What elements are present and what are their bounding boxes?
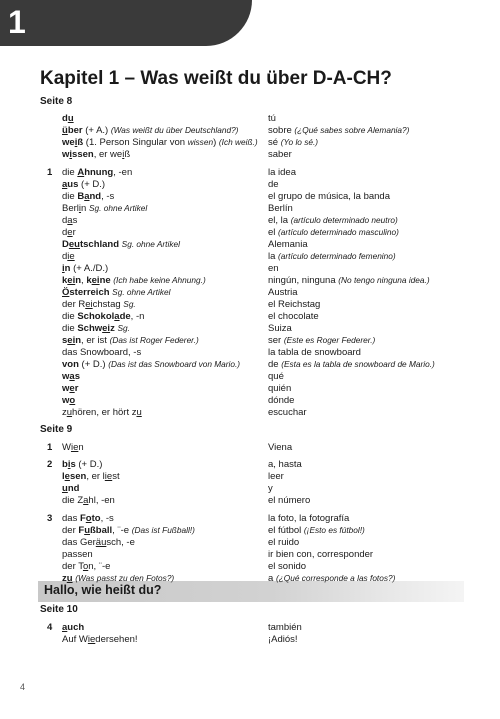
german-term-part: n (75, 335, 82, 346)
german-term-part: u (66, 407, 73, 418)
german-term-part: nd (67, 483, 80, 494)
german-term-part: das (62, 513, 80, 524)
german-term (62, 633, 138, 646)
german-term-part: d (62, 251, 68, 262)
german-term-part: n, ¨-e (88, 561, 111, 572)
vocab-row (0, 572, 500, 585)
german-term-part: D (62, 239, 69, 250)
spanish-translation-part: dónde (268, 395, 295, 406)
german-term-part: ne (99, 275, 111, 286)
german-term-part: e (67, 227, 73, 238)
german-term-part: ü (62, 125, 68, 136)
spanish-translation-part: (Este es Roger Federer.) (283, 335, 376, 345)
german-term-part: ei (85, 299, 93, 310)
german-term-part: n (75, 275, 82, 286)
german-term-part: w (62, 395, 70, 406)
german-term-part: d (62, 227, 68, 238)
german-term-part: a (83, 495, 89, 506)
spanish-translation-part: a (268, 573, 276, 584)
german-term-part: der (62, 525, 79, 536)
german-term-part: ß (77, 137, 84, 148)
german-term-part: i (78, 203, 82, 214)
spanish-translation-part: (artículo determinado femenino) (278, 251, 396, 261)
german-term-part: , -s (100, 513, 114, 524)
german-term-part: F (78, 525, 85, 536)
german-term-part: tschland (79, 239, 120, 250)
spanish-translation-part: el ruido (268, 537, 300, 548)
german-term-part: s (70, 459, 76, 470)
german-term-part: l (62, 471, 65, 482)
german-term-part: z (62, 407, 67, 418)
spanish-translation-part: Alemania (268, 239, 308, 250)
german-term-part: (+ D.) (75, 459, 103, 470)
spanish-translation-part: (No tengo ninguna idea.) (338, 275, 430, 285)
german-term-part: das Snowboard, -s (62, 347, 142, 358)
spanish-translation-part: el chocolate (268, 311, 319, 322)
spanish-translation-part: (¿Qué sabes sobre Alemania?) (294, 125, 410, 135)
spanish-translation-part: también (268, 622, 302, 633)
german-term-part: (Ich habe keine Ahnung.) (113, 275, 206, 285)
german-term-part: uch (67, 622, 85, 633)
german-term-part: ei (102, 323, 111, 334)
spanish-translation-part: (artículo determinado masculino) (278, 227, 399, 237)
german-term-part: (Was weißt du über Deutschland?) (110, 125, 239, 135)
german-term-part: s (74, 371, 80, 382)
spanish-translation-part: Suiza (268, 323, 292, 334)
spanish-translation-part: Austria (268, 287, 298, 298)
section-heading: Seite 10 (40, 604, 78, 615)
spanish-translation-part: ningún, ninguna (268, 275, 339, 286)
german-term-part: z (110, 323, 115, 334)
german-term-part: st (112, 471, 120, 482)
spanish-translation-part: tú (268, 113, 276, 124)
german-term-part: n (64, 263, 71, 274)
german-term-part: s (72, 215, 78, 226)
spanish-translation-part: el grupo de música, la banda (268, 191, 390, 202)
german-term-part: (+ D.) (78, 179, 106, 190)
spanish-translation-part: el número (268, 495, 311, 506)
spanish-translation-part: sé (268, 137, 281, 148)
german-term-part: u (66, 573, 73, 584)
german-term-part: , -en (113, 167, 133, 178)
chapter-title: Kapitel 1 – Was weißt du über D-A-CH? (40, 68, 392, 89)
german-term-part: s (62, 335, 68, 346)
german-term-part: , -s (101, 191, 115, 202)
german-term-part: , er l (86, 471, 105, 482)
german-term-part: a (67, 215, 73, 226)
german-term-part: to (91, 513, 101, 524)
german-term-part: , er we (93, 149, 123, 160)
german-term-part: passen (62, 549, 93, 560)
german-term-part: ß (124, 149, 131, 160)
section-heading: Seite 9 (40, 424, 73, 435)
german-term-part: von (62, 359, 79, 370)
vocab-row (0, 148, 500, 161)
section-heading: Seite 8 (40, 96, 73, 107)
vocab-row (0, 441, 500, 454)
german-term-part: , -n (130, 311, 145, 322)
german-term-part: dersehen! (95, 634, 138, 645)
german-term-part: (Ich weiß.) (218, 137, 258, 147)
german-term-part: we (62, 137, 75, 148)
german-term-part: ie (104, 471, 113, 482)
spanish-translation-part: el, la (268, 215, 291, 226)
german-term-part: ber (67, 125, 83, 136)
spanish-translation-part: a, hasta (268, 459, 302, 470)
spanish-translation-part: el sonido (268, 561, 307, 572)
german-term-part: , ¨-e (112, 525, 132, 536)
german-term-part: hnung (84, 167, 114, 178)
german-term-part: der R (62, 299, 86, 310)
german-term (62, 406, 142, 419)
german-term-part: d (62, 215, 68, 226)
spanish-translation (268, 633, 298, 646)
german-term-part: i (62, 263, 65, 274)
german-term-part: A (77, 167, 85, 178)
german-term-part: k (86, 275, 92, 286)
vocab-row (0, 406, 500, 419)
spanish-translation-part: y (268, 483, 273, 494)
german-term-part: w (62, 383, 70, 394)
german-term-part: ssen (72, 149, 94, 160)
german-term-part: Sg. (123, 299, 136, 309)
spanish-translation-part: saber (268, 149, 292, 160)
spanish-translation-part: la idea (268, 167, 296, 178)
german-term-part: r (72, 227, 76, 238)
german-term-part: u (62, 483, 68, 494)
german-term-part: Sg. ohne Artikel (112, 287, 171, 297)
german-term-part: ei (67, 335, 76, 346)
german-term-part: die (62, 167, 78, 178)
german-term-part: ei (67, 275, 76, 286)
german-term-part: (Das ist Roger Federer.) (109, 335, 199, 345)
german-term-part: , er ist (81, 335, 110, 346)
german-term-part: a (114, 311, 120, 322)
spanish-translation-part: la (268, 251, 279, 262)
spanish-translation-part: en (268, 263, 279, 274)
german-term-part: hl, -en (88, 495, 115, 506)
german-term-part: w (62, 149, 70, 160)
german-term-part: n (78, 442, 84, 453)
german-term-part: b (62, 459, 68, 470)
german-term-part: z (62, 573, 67, 584)
exercise-number: 1 (47, 167, 53, 178)
german-term-part: nd (89, 191, 102, 202)
german-term-part: ) (213, 137, 219, 148)
german-term-part: u (67, 113, 74, 124)
german-term-part: r (74, 383, 79, 394)
german-term-part: die (62, 311, 78, 322)
german-term-part: a (62, 622, 68, 633)
german-term-part: u (136, 407, 142, 418)
german-term-part: ie (67, 251, 75, 262)
german-term-part: die (62, 323, 78, 334)
spanish-translation-part: (Yo lo sé.) (280, 137, 319, 147)
german-term-part: de (119, 311, 131, 322)
german-term-part: ie (87, 634, 96, 645)
chapter-number: 1 (8, 4, 26, 40)
german-term-part: (1. Person Singular von (83, 137, 188, 148)
german-term-part: Sg. ohne Artikel (88, 203, 148, 213)
german-term-part: F (79, 513, 86, 524)
german-term-part: a (84, 191, 90, 202)
german-term-part: k (62, 275, 68, 286)
spanish-translation-part: el (268, 227, 279, 238)
german-term-part: (+ A.) (82, 125, 111, 136)
german-term-part: Schw (77, 323, 103, 334)
spanish-translation-part: de (268, 359, 282, 370)
german-term-part: (Was passt zu den Fotos?) (75, 573, 175, 583)
german-term-part: sen (69, 471, 87, 482)
german-term-part: u (84, 525, 90, 536)
german-term-part: Schokol (77, 311, 115, 322)
german-term-part: us (67, 179, 79, 190)
german-term-part: chstag (92, 299, 124, 310)
german-term-part: (Das ist das Snowboard von Mario.) (108, 359, 241, 369)
german-term-part: a (62, 179, 68, 190)
german-term-part: wissen (187, 137, 214, 147)
german-term-part: ei (91, 275, 100, 286)
spanish-translation-part: qué (268, 371, 284, 382)
german-term (62, 494, 115, 507)
german-term-part: Berl (62, 203, 79, 214)
german-term-part: B (77, 191, 85, 202)
german-term-part: sch, -e (106, 537, 135, 548)
spanish-translation-part: quién (268, 383, 292, 394)
german-term-part: Sg. ohne Artikel (121, 239, 180, 249)
chapter-tab (0, 0, 252, 46)
spanish-translation-part: el fútbol (268, 525, 304, 536)
german-term-part: der T (62, 561, 83, 572)
german-term-part: w (62, 371, 70, 382)
spanish-translation-part: el Reichstag (268, 299, 321, 310)
german-term-part: , (81, 275, 87, 286)
german-term-part: d (62, 113, 68, 124)
german-term-part: (+ A./D.) (70, 263, 109, 274)
section-banner-title: Hallo, wie heißt du? (44, 583, 162, 597)
exercise-number: 2 (47, 459, 53, 470)
spanish-translation-part: ir bien con, corresponder (268, 549, 374, 560)
spanish-translation-part: de (268, 179, 279, 190)
german-term (62, 441, 84, 454)
spanish-translation-part: (¡Esto es fútbol!) (303, 525, 365, 535)
german-term-part: (+ D.) (78, 359, 109, 370)
exercise-number: 1 (47, 442, 53, 453)
vocab-row (0, 633, 500, 646)
spanish-translation (268, 572, 395, 585)
german-term-part: (Das ist Fußball!) (131, 525, 195, 535)
spanish-translation-part: (¿Qué corresponde a las fotos?) (275, 573, 396, 583)
spanish-translation (268, 406, 307, 419)
spanish-translation-part: (Esta es la tabla de snowboard de Mario.) (281, 359, 435, 369)
german-term-part: i (74, 137, 78, 148)
german-term-part: sterreich (69, 287, 110, 298)
german-term-part: äu (95, 537, 107, 548)
spanish-translation (268, 148, 292, 161)
german-term-part: a (69, 371, 75, 382)
german-term (62, 572, 174, 585)
german-term-part: Auf W (62, 634, 88, 645)
german-term-part: o (85, 513, 92, 524)
german-term-part: die (62, 191, 78, 202)
german-term-part: hören, er hört z (72, 407, 137, 418)
german-term-part: ßball (90, 525, 113, 536)
spanish-translation-part: Viena (268, 442, 293, 453)
german-term-part: n (81, 203, 89, 214)
spanish-translation-part: escuchar (268, 407, 307, 418)
spanish-translation-part: ¡Adiós! (268, 634, 298, 645)
german-term-part: i (122, 149, 125, 160)
spanish-translation-part: sobre (268, 125, 295, 136)
german-term-part: ie (70, 442, 79, 453)
german-term-part: die Z (62, 495, 84, 506)
german-term-part: Sg. (117, 323, 130, 333)
page-number: 4 (20, 682, 26, 692)
german-term-part: W (62, 442, 71, 453)
spanish-translation-part: Berlín (268, 203, 293, 214)
german-term-part: Ö (62, 287, 70, 298)
spanish-translation-part: leer (268, 471, 284, 482)
german-term-part: das Ger (62, 537, 96, 548)
exercise-number: 3 (47, 513, 53, 524)
german-term-part: eu (68, 239, 80, 250)
spanish-translation-part: ser (268, 335, 284, 346)
german-term-part: e (64, 471, 70, 482)
german-term (62, 148, 130, 161)
spanish-translation-part: (artículo determinado neutro) (290, 215, 398, 225)
spanish-translation (268, 441, 292, 454)
vocab-row (0, 494, 500, 507)
spanish-translation-part: la tabla de snowboard (268, 347, 361, 358)
german-term-part: e (69, 383, 75, 394)
german-term-part: i (69, 149, 73, 160)
german-term-part: i (67, 459, 71, 470)
spanish-translation-part: la foto, la fotografía (268, 513, 350, 524)
german-term-part: o (82, 561, 89, 572)
german-term-part: o (69, 395, 76, 406)
exercise-number: 4 (47, 622, 53, 633)
spanish-translation (268, 494, 310, 507)
